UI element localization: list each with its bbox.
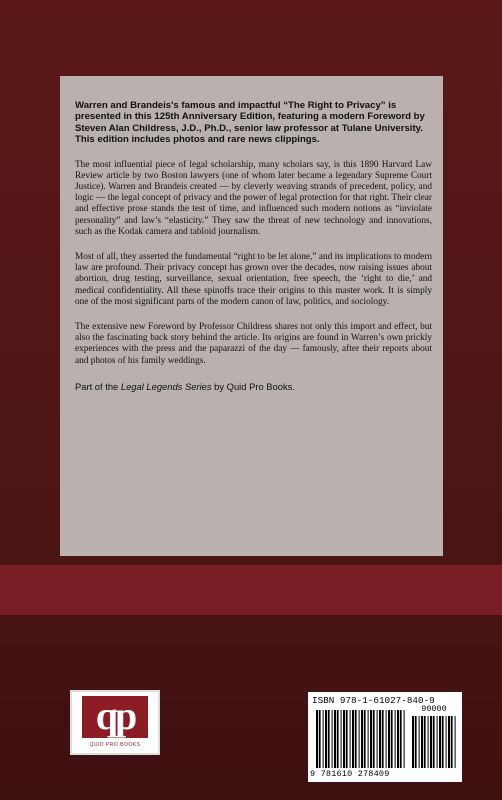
series-prefix: Part of the bbox=[75, 380, 121, 392]
decorative-band bbox=[0, 565, 502, 615]
ean-bars bbox=[316, 710, 406, 768]
barcode bbox=[308, 692, 462, 782]
logo-text: QUID PRO BOOKS bbox=[89, 742, 141, 748]
isbn-text: ISBN 978-1-61027-840-9 bbox=[312, 695, 435, 706]
ean-number: 9 781610 278409 bbox=[310, 769, 390, 779]
series-line bbox=[75, 381, 432, 392]
body-paragraph-3: The extensive new Foreword by Professor Childress shares not only this import and effect, but also the fascinating back story behind the article. Its origins are found in Warren’s own prickly experiences with the press and the paparazzi of the day — famously, after their reports about and photos of his family weddings. bbox=[75, 322, 432, 366]
series-suffix: by Quid Pro Books. bbox=[211, 380, 295, 392]
logo-mark: qp bbox=[82, 696, 148, 738]
body-paragraph-2: Most of all, they asserted the fundamental “right to be let alone,” and its implications to modern law are profound. Their privacy concept has grown over the decades, now raising issues about abortion, drug testing, surveillance, sexual orientation, free speech, the ‘right to die,’ and medical confidentiality. All these spinoffs trace their origins to this master work. It is simply one of the most significant parts of the modern canon of law, politics, and sociology. bbox=[75, 252, 432, 307]
addon-number: 90000 bbox=[421, 704, 447, 714]
blurb-text bbox=[75, 100, 432, 392]
lead-paragraph: Warren and Brandeis's famous and impactful “The Right to Privacy” is presented in this 125th Anniversary Edition, featuring a modern Foreword by Steven Alan Childress, J.D., Ph.D., senior law professor at Tulane University. This edition includes photos and rare news clippings. bbox=[75, 100, 425, 146]
addon-bars bbox=[412, 716, 456, 768]
body-paragraph-1: The most influential piece of legal scholarship, many scholars say, is this 1890 Harvard Law Review article by two Boston lawyers (one of whom later became a legendary Supreme Court Justice). Warren and Brandeis created — by cleverly weaving strands of precedent, policy, and logic — the legal concept of privacy and the power of legal protection for that right. Their clear and effective prose stands the test of time, and influenced such modern notions as “inviolate personality” and law’s “elasticity.” They saw the threat of new technology and innovations, such as the Kodak camera and tabloid journalism. bbox=[75, 159, 432, 237]
publisher-logo bbox=[70, 690, 160, 755]
series-name: Legal Legends Series bbox=[120, 380, 212, 392]
